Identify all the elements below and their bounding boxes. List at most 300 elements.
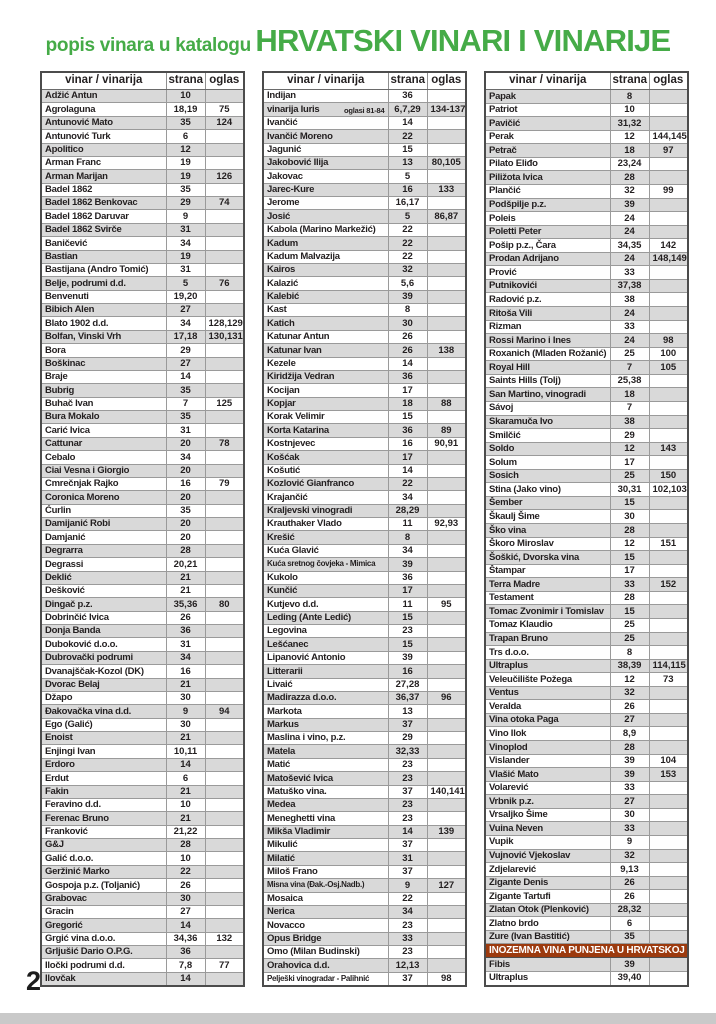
ad-cell: [649, 876, 688, 890]
winery-name: Džapo: [45, 692, 73, 704]
winery-name: Kezele: [267, 357, 296, 369]
winery-name-cell: [485, 483, 610, 497]
ad-cell: [205, 290, 244, 303]
table-header-row: [41, 72, 244, 90]
page-cell: 39,40: [610, 971, 649, 986]
winery-name: Damjanić: [45, 531, 86, 543]
page-cell: 14: [166, 919, 205, 932]
winery-name: Vino Ilok: [489, 727, 527, 739]
page-cell: 5,6: [388, 277, 427, 290]
winery-name-cell: [41, 718, 166, 731]
ad-cell: [427, 170, 466, 183]
table-row: [41, 611, 244, 624]
ad-cell: [427, 745, 466, 758]
winery-name-cell: [485, 157, 610, 171]
winery-name: Zigante Denis: [489, 877, 549, 889]
ad-cell: [427, 905, 466, 918]
table-row: [263, 584, 466, 597]
winery-name-cell: [41, 130, 166, 143]
table-row: [41, 932, 244, 945]
winery-name-cell: [263, 718, 388, 731]
page-cell: 9: [610, 835, 649, 849]
table-row: [41, 544, 244, 557]
page-cell: 24: [610, 225, 649, 239]
page-title-prefix: popis vinara u katalogu: [45, 35, 251, 56]
ad-cell: 144,145: [649, 130, 688, 144]
table-row: [41, 317, 244, 330]
table-row: [41, 558, 244, 571]
ad-cell: 152: [649, 578, 688, 592]
winery-name: Coronica Moreno: [45, 491, 120, 503]
page-cell: 24: [610, 307, 649, 321]
page-cell: 12,13: [388, 959, 427, 972]
ad-cell: [205, 304, 244, 317]
ad-cell: [649, 605, 688, 619]
table-row: [41, 691, 244, 704]
winery-name-cell: [485, 279, 610, 293]
winery-name-cell: [485, 971, 610, 986]
page-cell: 35: [610, 930, 649, 944]
table-row: [41, 237, 244, 250]
table-row: [263, 959, 466, 972]
page-cell: 15: [610, 496, 649, 510]
ad-cell: 150: [649, 469, 688, 483]
ad-cell: [649, 591, 688, 605]
winery-name: Kopjar: [267, 398, 296, 410]
ad-cell: [205, 384, 244, 397]
winery-name-cell: [41, 959, 166, 972]
table-row: [263, 491, 466, 504]
ad-cell: 134-137: [427, 103, 466, 116]
winery-name-cell: [485, 551, 610, 565]
winery-name: Cattunar: [45, 438, 83, 450]
ad-cell: [205, 825, 244, 838]
table-row: [263, 691, 466, 704]
winery-name-cell: [41, 143, 166, 156]
table-row: [263, 825, 466, 838]
winery-name: Blato 1902 d.d.: [45, 317, 109, 329]
ad-cell: 102,103: [649, 483, 688, 497]
winery-name: Litterarii: [267, 665, 303, 677]
winery-name: Grgić vina d.o.o.: [45, 933, 116, 945]
page-cell: 35: [166, 183, 205, 196]
table-row: [485, 741, 688, 755]
ad-cell: 76: [205, 277, 244, 290]
winery-name-cell: [41, 477, 166, 490]
winery-name-cell: [41, 905, 166, 918]
ad-cell: 86,87: [427, 210, 466, 223]
ad-cell: [427, 304, 466, 317]
page-cell: 17: [610, 456, 649, 470]
ad-cell: 153: [649, 768, 688, 782]
table-row: [485, 157, 688, 171]
winery-name: Volarević: [489, 782, 529, 794]
page-cell: 17: [388, 451, 427, 464]
ad-cell: [205, 250, 244, 263]
winery-name: Krajančić: [267, 491, 308, 503]
winery-name-cell: [263, 665, 388, 678]
winery-name: Stina (Jako vino): [489, 483, 561, 495]
winery-name-cell: [41, 491, 166, 504]
column-header-ad: oglas: [649, 72, 688, 90]
page-cell: 23: [388, 798, 427, 811]
page-cell: 16: [166, 477, 205, 490]
ad-cell: [427, 611, 466, 624]
winery-name: Galić d.o.o.: [45, 852, 94, 864]
winery-name: Katunar Ivan: [267, 344, 322, 356]
ad-cell: [427, 197, 466, 210]
winery-name: Badel 1862: [45, 184, 93, 196]
table-row: [485, 632, 688, 646]
page-cell: 33: [610, 266, 649, 280]
winery-name-cell: [485, 537, 610, 551]
winery-name: Košćak: [267, 451, 300, 463]
winery-name: Saints Hills (Tolj): [489, 375, 561, 387]
ad-cell: [205, 90, 244, 103]
winery-name: Ciai Vesna i Giorgio: [45, 464, 130, 476]
winery-name: Korak Velimir: [267, 411, 325, 423]
page-cell: 34: [388, 544, 427, 557]
winery-name-cell: [41, 892, 166, 905]
page-cell: 28: [166, 839, 205, 852]
page-cell: 29: [166, 344, 205, 357]
page-cell: 19: [166, 170, 205, 183]
winery-name-cell: [41, 665, 166, 678]
winery-name: Livaić: [267, 678, 293, 690]
winery-name: Dešković: [45, 585, 85, 597]
winery-name: Feravino d.d.: [45, 799, 101, 811]
page-cell: 35: [166, 411, 205, 424]
page-cell: 34: [388, 905, 427, 918]
winery-name-cell: [485, 524, 610, 538]
table-row: [485, 293, 688, 307]
winery-name: Korta Katarina: [267, 424, 329, 436]
ad-cell: [649, 456, 688, 470]
page-cell: 35: [166, 504, 205, 517]
winery-name-cell: [263, 504, 388, 517]
ad-cell: [205, 798, 244, 811]
ad-cell: 98: [427, 972, 466, 985]
winery-name-cell: [263, 344, 388, 357]
winery-name: Enoist: [45, 732, 73, 744]
winery-name-cell: [263, 197, 388, 210]
winery-name-cell: [263, 611, 388, 624]
column-header-winery: vinar / vinarija: [485, 72, 610, 90]
winery-name-cell: [41, 825, 166, 838]
page-cell: 28,32: [610, 903, 649, 917]
ad-cell: [205, 464, 244, 477]
winery-name: Krauthaker Vlado: [267, 518, 342, 530]
winery-name-cell: [263, 732, 388, 745]
winery-name: Katunar Antun: [267, 331, 330, 343]
table-row: [485, 700, 688, 714]
winery-name: Vrsaljko Šime: [489, 809, 548, 821]
winery-name: Kairos: [267, 264, 296, 276]
page-cell: 36: [166, 946, 205, 959]
page-cell: 24: [610, 252, 649, 266]
winery-name: Nerica: [267, 906, 295, 918]
ad-cell: [205, 130, 244, 143]
page-cell: 23: [388, 919, 427, 932]
winery-name: Pavičić: [489, 117, 520, 129]
winery-name-cell: [41, 544, 166, 557]
winery-name: Vujnović Vjekoslav: [489, 850, 571, 862]
ad-cell: 138: [427, 344, 466, 357]
winery-name-cell: [485, 700, 610, 714]
table-row: [263, 263, 466, 276]
winery-name: Katich: [267, 317, 295, 329]
table-row: [41, 959, 244, 972]
winery-name: Pelješki vinogradar - Palihnić: [267, 973, 370, 983]
winery-name: Fibis: [489, 958, 510, 970]
page-cell: 19: [166, 250, 205, 263]
page-cell: 35: [166, 116, 205, 129]
page-cell: 23: [388, 946, 427, 959]
winery-name: Kuća Glavić: [267, 545, 319, 557]
ad-cell: [205, 651, 244, 664]
winery-name-cell: [485, 198, 610, 212]
ad-cell: 140,141: [427, 785, 466, 798]
page-cell: 17: [388, 384, 427, 397]
table-row: [263, 571, 466, 584]
page-cell: 23: [388, 758, 427, 771]
table-row: [41, 263, 244, 276]
winery-name: Petrač: [489, 144, 517, 156]
page-cell: 32: [610, 849, 649, 863]
winery-name-cell: [263, 384, 388, 397]
page-cell: 13: [388, 705, 427, 718]
winery-name-cell: [485, 307, 610, 321]
page-cell: 34: [166, 317, 205, 330]
winery-name-cell: [263, 357, 388, 370]
ad-cell: [205, 879, 244, 892]
ad-cell: [205, 785, 244, 798]
winery-name: Vrbnik p.z.: [489, 795, 534, 807]
ad-cell: [649, 374, 688, 388]
ad-cell: [427, 852, 466, 865]
winery-name-cell: [263, 130, 388, 143]
table-row: [485, 415, 688, 429]
winery-name: Vislander: [489, 755, 530, 767]
ad-cell: [205, 424, 244, 437]
winery-name: Antunović Turk: [45, 130, 111, 142]
winery-name: Gospoja p.z. (Toljanić): [45, 879, 140, 891]
ad-cell: [427, 772, 466, 785]
winery-name: Miloš Frano: [267, 866, 318, 878]
page-cell: 28: [610, 591, 649, 605]
table-row: [263, 611, 466, 624]
winery-name: Poleis: [489, 212, 516, 224]
table-row: [485, 551, 688, 565]
winery-name-cell: [485, 320, 610, 334]
table-row: [485, 917, 688, 931]
page-cell: 9: [166, 210, 205, 223]
winery-name-cell: [41, 197, 166, 210]
page-cell: 17: [388, 584, 427, 597]
ad-cell: [205, 665, 244, 678]
page-cell: 7: [610, 401, 649, 415]
winery-name: Bibich Alen: [45, 304, 95, 316]
table-row: [41, 223, 244, 236]
page-cell: 10: [166, 852, 205, 865]
table-row: [41, 718, 244, 731]
page-cell: 36: [388, 90, 427, 103]
ad-cell: 128,129: [205, 317, 244, 330]
winery-name: Prović: [489, 266, 517, 278]
winery-name-cell: [263, 464, 388, 477]
winery-name-cell: [41, 839, 166, 852]
winery-name: Kabola (Marino Markežić): [267, 224, 376, 236]
page-title-main: HRVATSKI VINARI I VINARIJE: [255, 23, 671, 58]
winery-name-cell: [263, 879, 388, 892]
page-cell: 12: [610, 673, 649, 687]
page-cell: 15: [388, 638, 427, 651]
winery-name-cell: [485, 578, 610, 592]
wine-table-column-1: [40, 71, 245, 987]
page-cell: 32,33: [388, 745, 427, 758]
ad-cell: [205, 758, 244, 771]
page-cell: 30: [610, 808, 649, 822]
winery-name-cell: [485, 849, 610, 863]
page-cell: 12: [610, 537, 649, 551]
winery-name-cell: [41, 531, 166, 544]
winery-name-cell: [485, 347, 610, 361]
ad-cell: [649, 320, 688, 334]
page-cell: 15: [388, 411, 427, 424]
table-row: [263, 277, 466, 290]
winery-name-cell: [485, 334, 610, 348]
wine-index-tables: [40, 71, 689, 987]
winery-name-cell: [263, 959, 388, 972]
ad-cell: [427, 558, 466, 571]
table-row: [41, 839, 244, 852]
winery-name: Markota: [267, 705, 302, 717]
winery-name: Deklić: [45, 571, 72, 583]
ad-cell: 99: [649, 184, 688, 198]
table-row: [263, 130, 466, 143]
ad-cell: [205, 905, 244, 918]
winery-name: Iločki podrumi d.d.: [45, 959, 125, 971]
table-row: [485, 334, 688, 348]
page-cell: 26: [388, 344, 427, 357]
winery-name: Plančić: [489, 185, 521, 197]
ad-cell: [427, 237, 466, 250]
winery-name: Carić Ivica: [45, 424, 90, 436]
table-row: [41, 638, 244, 651]
ad-cell: [205, 865, 244, 878]
winery-name-cell: [263, 437, 388, 450]
winery-name-cell: [263, 237, 388, 250]
table-row: [41, 277, 244, 290]
page-cell: 8: [388, 531, 427, 544]
page-cell: 12: [610, 442, 649, 456]
ad-cell: [205, 263, 244, 276]
winery-name: Zlatno brdo: [489, 917, 539, 929]
ad-cell: [649, 90, 688, 104]
ad-cell: [649, 171, 688, 185]
page-cell: 30: [388, 317, 427, 330]
winery-name: Agrolaguna: [45, 103, 96, 115]
table-row: [485, 849, 688, 863]
winery-name-cell: [41, 946, 166, 959]
winery-name: Kozlović Gianfranco: [267, 478, 355, 490]
winery-name: Cmrečnjak Rajko: [45, 478, 119, 490]
page-cell: 6,7,29: [388, 103, 427, 116]
winery-name-cell: [485, 781, 610, 795]
winery-name-cell: [263, 531, 388, 544]
page-cell: 7: [610, 361, 649, 375]
winery-name: Piližota Ivica: [489, 171, 543, 183]
ad-cell: [649, 849, 688, 863]
page-cell: 26: [166, 879, 205, 892]
table-row: [41, 330, 244, 343]
winery-name: Matić: [267, 759, 291, 771]
ad-cell: [427, 959, 466, 972]
page-cell: 27,28: [388, 678, 427, 691]
ad-cell: 126: [205, 170, 244, 183]
page-cell: 33: [610, 822, 649, 836]
table-row: [41, 250, 244, 263]
winery-name: Benvenuti: [45, 291, 89, 303]
page-cell: 26: [166, 611, 205, 624]
page-cell: 21: [166, 732, 205, 745]
ad-cell: [427, 477, 466, 490]
winery-name-cell: [485, 90, 610, 104]
winery-name-cell: [263, 625, 388, 638]
table-row: [263, 732, 466, 745]
ad-cell: [427, 678, 466, 691]
ad-cell: 127: [427, 879, 466, 892]
winery-name: Bura Mokalo: [45, 411, 100, 423]
ad-cell: [649, 293, 688, 307]
winery-name-cell: [263, 972, 388, 985]
table-row: [263, 411, 466, 424]
winery-name-cell: [485, 917, 610, 931]
ad-cell: [649, 741, 688, 755]
winery-name: Dingač p.z.: [45, 598, 93, 610]
ad-cell: [427, 223, 466, 236]
ad-cell: [205, 237, 244, 250]
page-cell: 20: [166, 531, 205, 544]
ad-cell: [427, 571, 466, 584]
ad-cell: [427, 90, 466, 103]
winery-name: Vina otoka Paga: [489, 714, 559, 726]
winery-name-cell: [41, 317, 166, 330]
winery-name-cell: [41, 732, 166, 745]
ad-cell: [427, 411, 466, 424]
ad-cell: [427, 839, 466, 852]
page-cell: 16: [166, 665, 205, 678]
table-row: [41, 156, 244, 169]
table-row: [41, 905, 244, 918]
page-cell: 22: [388, 237, 427, 250]
winery-name: Šember: [489, 497, 523, 509]
table-row: [263, 437, 466, 450]
winery-name-cell: [263, 411, 388, 424]
winery-name-cell: [485, 890, 610, 904]
winery-name-cell: [485, 225, 610, 239]
winery-name-cell: [485, 456, 610, 470]
foreign-wines-band: [485, 944, 688, 958]
winery-name-cell: [263, 170, 388, 183]
table-row: [485, 578, 688, 592]
table-row: [41, 812, 244, 825]
ad-cell: [205, 611, 244, 624]
ad-cell: 148,149: [649, 252, 688, 266]
winery-name: Ško vina: [489, 524, 527, 536]
page-cell: 23,24: [610, 157, 649, 171]
page-cell: 9: [388, 879, 427, 892]
